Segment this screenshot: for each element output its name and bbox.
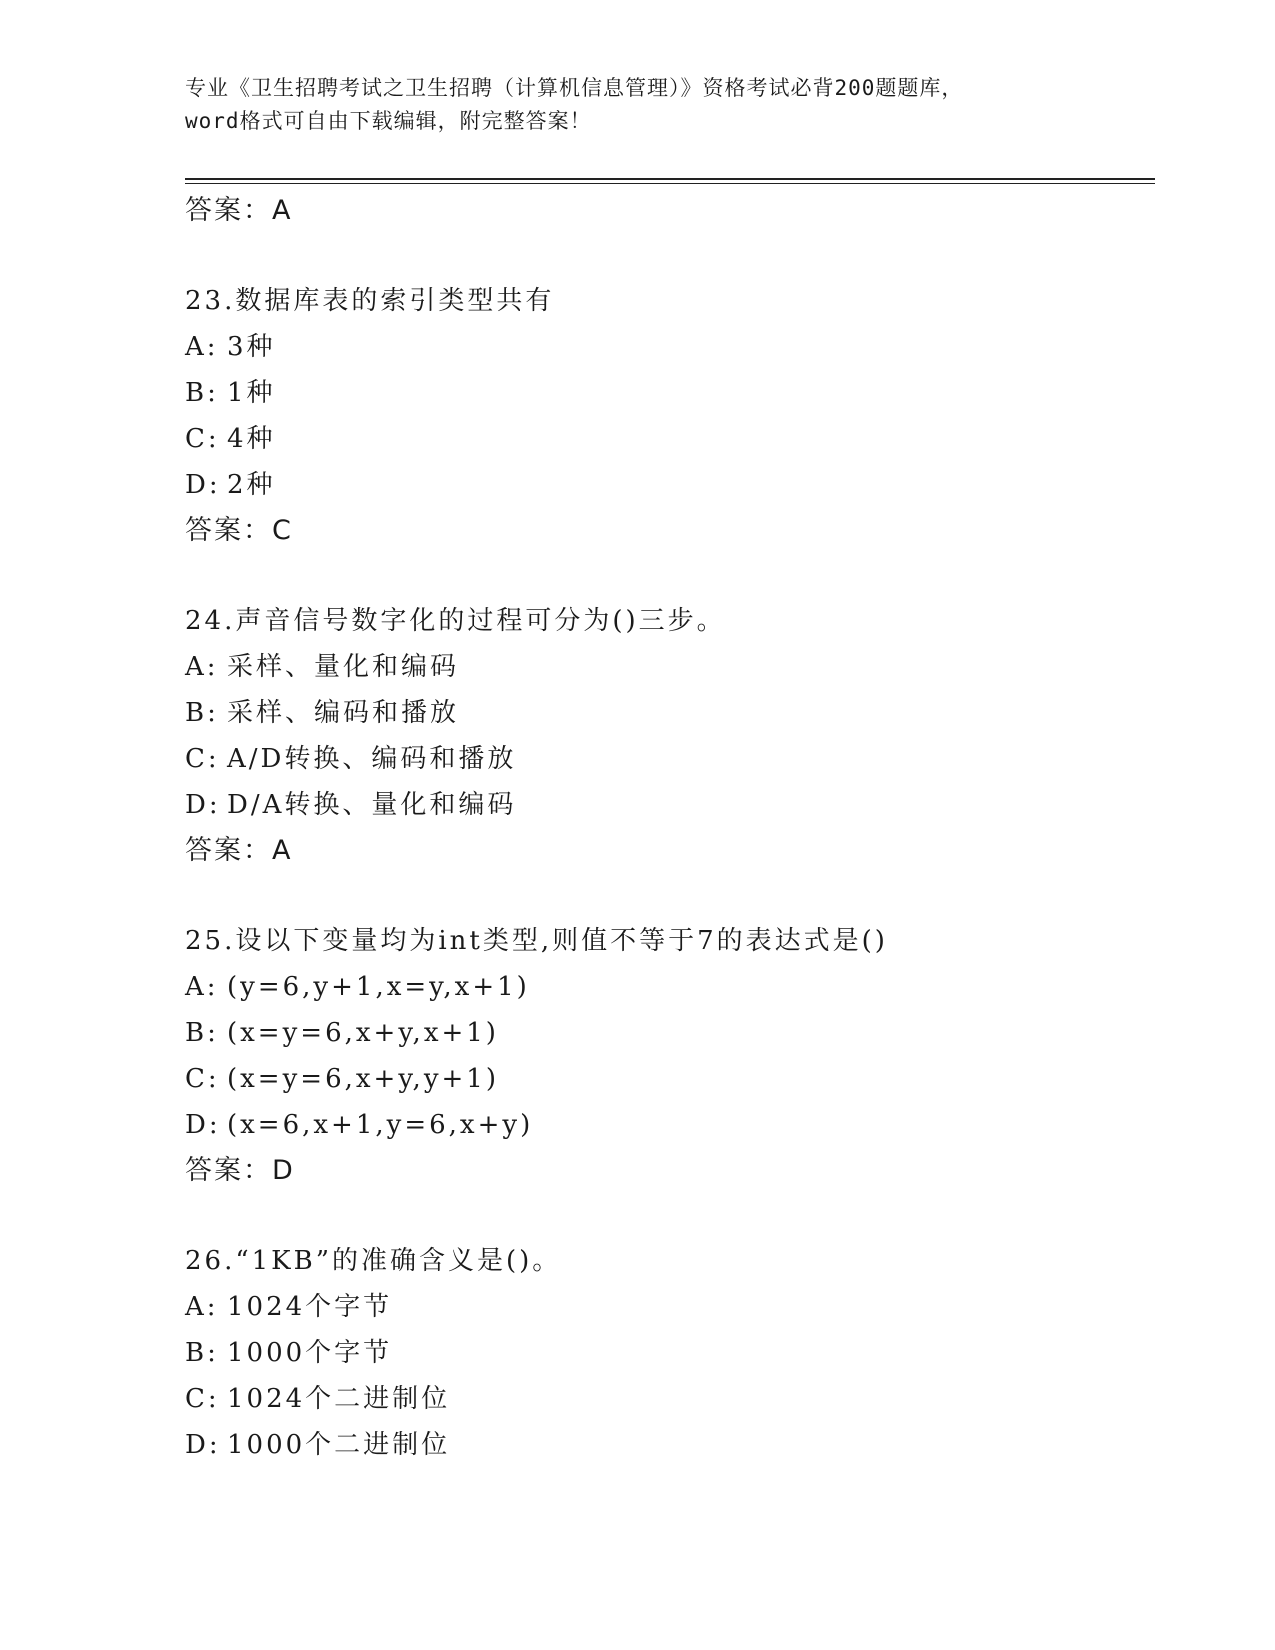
option-text: 1024个二进制位: [227, 1384, 451, 1414]
option-text: 1000个二进制位: [227, 1430, 451, 1460]
option-a: [185, 324, 1155, 370]
option-text: 4种: [227, 424, 276, 454]
option-text: D/A转换、量化和编码: [227, 790, 517, 820]
option-label: C:: [185, 1384, 220, 1414]
option-label: C:: [185, 744, 220, 774]
option-b: [185, 1330, 1155, 1376]
option-label: D:: [185, 470, 221, 500]
question-answer: 答案：A: [185, 835, 293, 866]
option-text: A/D转换、编码和播放: [227, 744, 517, 774]
option-text: 1024个字节: [227, 1292, 393, 1322]
question-answer: 答案：D: [185, 1155, 295, 1186]
option-text: (y=6,y+1,x=y,x+1): [227, 972, 530, 1002]
option-label: B:: [185, 378, 219, 408]
option-text: 3种: [227, 332, 276, 362]
option-label: B:: [185, 1018, 219, 1048]
option-a: [185, 644, 1155, 690]
option-d: [185, 1102, 1155, 1148]
question-list: [185, 188, 1155, 1468]
question-25: [185, 918, 1155, 1194]
option-text: 1种: [227, 378, 276, 408]
option-c: [185, 736, 1155, 782]
question-24: [185, 598, 1155, 874]
option-label: B:: [185, 1338, 219, 1368]
option-d: [185, 1422, 1155, 1468]
option-text: (x=6,x+1,y=6,x+y): [227, 1110, 534, 1140]
option-text: 采样、量化和编码: [227, 652, 460, 682]
option-a: [185, 964, 1155, 1010]
option-label: A:: [185, 332, 219, 362]
option-b: [185, 370, 1155, 416]
option-label: A:: [185, 972, 219, 1002]
option-b: [185, 1010, 1155, 1056]
header-title-line-2: word格式可自由下载编辑，附完整答案！: [185, 109, 592, 133]
header-title-line-1: 专业《卫生招聘考试之卫生招聘（计算机信息管理）》资格考试必背200题题库，: [185, 76, 964, 100]
option-text: 2种: [227, 470, 276, 500]
option-label: A:: [185, 652, 219, 682]
option-b: [185, 690, 1155, 736]
spacer: [185, 1194, 1155, 1238]
header-divider-thick: [185, 178, 1155, 180]
question-title: 26.“1KB”的准确含义是()。: [185, 1246, 562, 1276]
option-text: 采样、编码和播放: [227, 698, 460, 728]
previous-answer: 答案：A: [185, 195, 293, 226]
option-label: D:: [185, 1110, 221, 1140]
option-c: [185, 1376, 1155, 1422]
question-answer: 答案：C: [185, 515, 293, 546]
question-23: [185, 278, 1155, 554]
question-title: 25.设以下变量均为int类型,则值不等于7的表达式是(): [185, 926, 888, 956]
option-text: (x=y=6,x+y,y+1): [227, 1064, 499, 1094]
header-divider-thin: [185, 183, 1155, 184]
option-label: B:: [185, 698, 219, 728]
option-label: C:: [185, 424, 220, 454]
option-a: [185, 1284, 1155, 1330]
option-d: [185, 462, 1155, 508]
option-label: A:: [185, 1292, 219, 1322]
spacer: [185, 234, 1155, 278]
option-label: C:: [185, 1064, 220, 1094]
option-c: [185, 416, 1155, 462]
option-c: [185, 1056, 1155, 1102]
document-header: [185, 72, 1085, 138]
option-label: D:: [185, 790, 221, 820]
question-title: 23.数据库表的索引类型共有: [185, 286, 555, 316]
question-title: 24.声音信号数字化的过程可分为()三步。: [185, 606, 726, 636]
option-text: (x=y=6,x+y,x+1): [227, 1018, 499, 1048]
question-26: [185, 1238, 1155, 1468]
spacer: [185, 554, 1155, 598]
spacer: [185, 874, 1155, 918]
option-label: D:: [185, 1430, 221, 1460]
option-d: [185, 782, 1155, 828]
option-text: 1000个字节: [227, 1338, 393, 1368]
